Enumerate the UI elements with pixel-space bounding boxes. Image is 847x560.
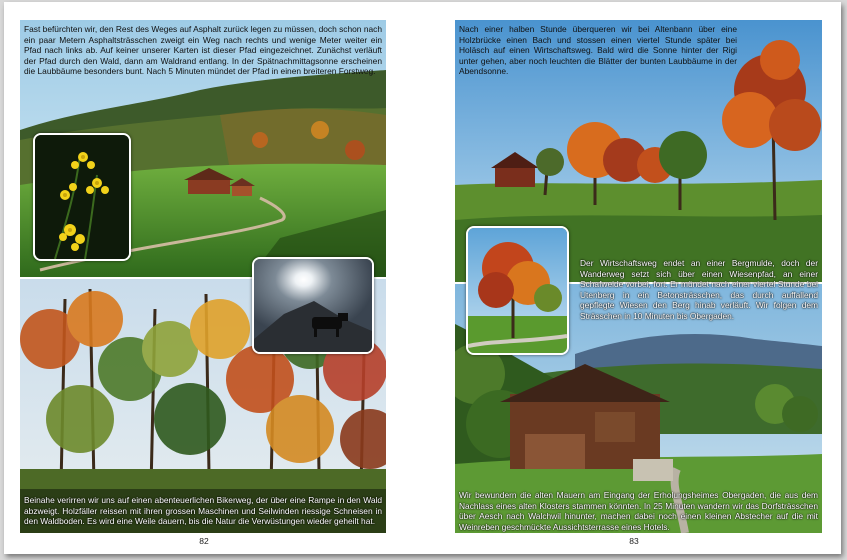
right-middle-text: Der Wirtschaftsweg endet an einer Bergmulde, doch der Wanderweg setzt sich über einen Wiesenpfad, an einer Schafweide vorbei, fort. Er mündet nach einer viertel Stunde bei Utenberg in ein Betonsträsschen, das durch auffallend gepflegte Wiesen den Berg hinab verläuft. Wir folgen dem Strässchen in 10 Minuten bis Obergaden. [580, 258, 818, 321]
left-bottom-text: Beinahe verirren wir uns auf einen abenteuerlichen Bikerweg, der über eine Rampe in den Wald abzweigt. Holzfäller reissen mit ihren grossen Maschinen und Seilwinden riessige Schneisen in den Waldboden. Es wird eine Weile dauern, bis die Natur die Verwüstungen wieder geheilt hat. [24, 495, 382, 527]
right-bottom-text: Wir bewundern die alten Mauern am Eingang der Erholungsheimes Obergaden, die aus dem Nachlass eines alten Klosters stammen könnten. In 25 Minuten wandern wir das Dorfsträsschen über Aesch nach Walchwil hinunter, machen dabei noch einen kleinen Abstecher auf die mit Weinreben geschmückte Aussichtsterrasse eines Hotels. [459, 490, 818, 532]
sunset-cow-photo [252, 257, 374, 354]
yellow-flower-photo [33, 133, 131, 261]
page-number-left: 82 [199, 536, 209, 546]
book-spread [4, 2, 841, 554]
page-number-right: 83 [629, 536, 639, 546]
right-top-text: Nach einer halben Stunde überqueren wir bei Altenbann über eine Holzbrücke einen Bach und stossen einen viertel Stunde später bei Holäsch auf einen Wirtschaftsweg. Bald wird die Sonne hinter der Rigi unter gehen, aber noch leuchten die Blätter der bunten Laubbäume in der Abendsonne. [459, 24, 737, 77]
left-top-text: Fast befürchten wir, den Rest des Weges auf Asphalt zurück legen zu müssen, doch schon nach ein paar Metern Asphaltsträsschen zweigt ein Weg nach rechts und wenige Meter weiter ein Pfad nach links ab. Auf keiner unserer Karten ist dieser Pfad eingezeichnet. Zunächst verläuft der Pfad durch den Wald, dann am Waldrand entlang. In der Spätnachmittagsonne erscheinen die Laubbäume besonders bunt. Nach 5 Minuten mündet der Pfad in einen breiteren Forstweg. [24, 24, 382, 77]
red-tree-photo [466, 226, 569, 355]
